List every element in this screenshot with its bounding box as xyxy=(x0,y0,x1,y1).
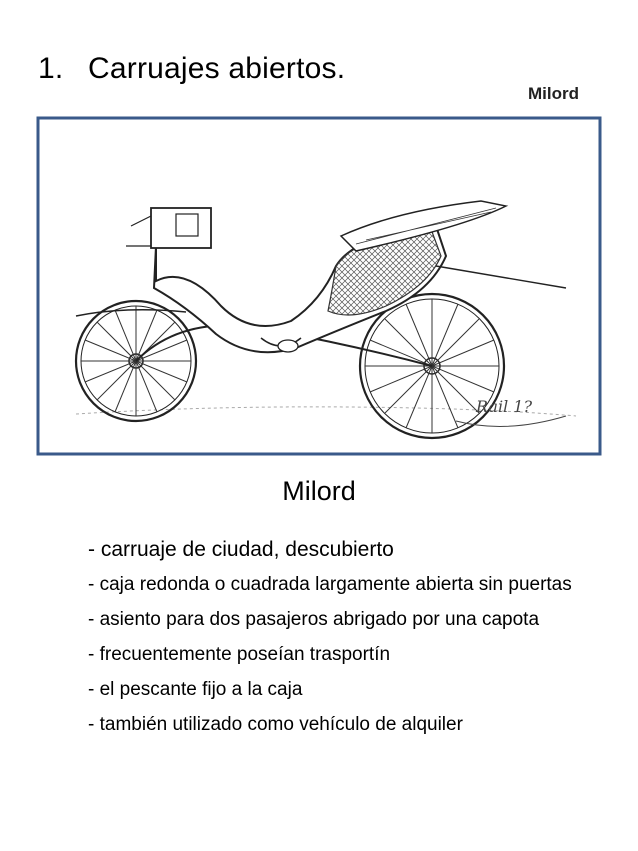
bullet-item: - el pescante fijo a la caja xyxy=(88,679,303,700)
bullet-item: - asiento para dos pasajeros abrigado por una capota xyxy=(88,609,540,630)
artist-signature: Rail 1? xyxy=(476,397,533,416)
bullet-item: - caja redonda o cuadrada largamente abierta sin puertas xyxy=(88,574,572,595)
carriage-illustration xyxy=(36,116,602,456)
slide-title xyxy=(38,52,345,86)
bullet-list xyxy=(88,536,600,746)
figure-corner-label: Milord xyxy=(528,84,579,103)
bullet-item: - carruaje de ciudad, descubierto xyxy=(88,538,394,561)
figure-caption: Milord xyxy=(282,476,356,506)
title-text: Carruajes abiertos. xyxy=(88,52,346,85)
title-number: 1. xyxy=(38,52,64,85)
carriage-drawing xyxy=(36,116,602,456)
bullet-item: - frecuentemente poseían trasportín xyxy=(88,644,391,665)
bullet-item: - también utilizado como vehículo de alquiler xyxy=(88,714,463,735)
